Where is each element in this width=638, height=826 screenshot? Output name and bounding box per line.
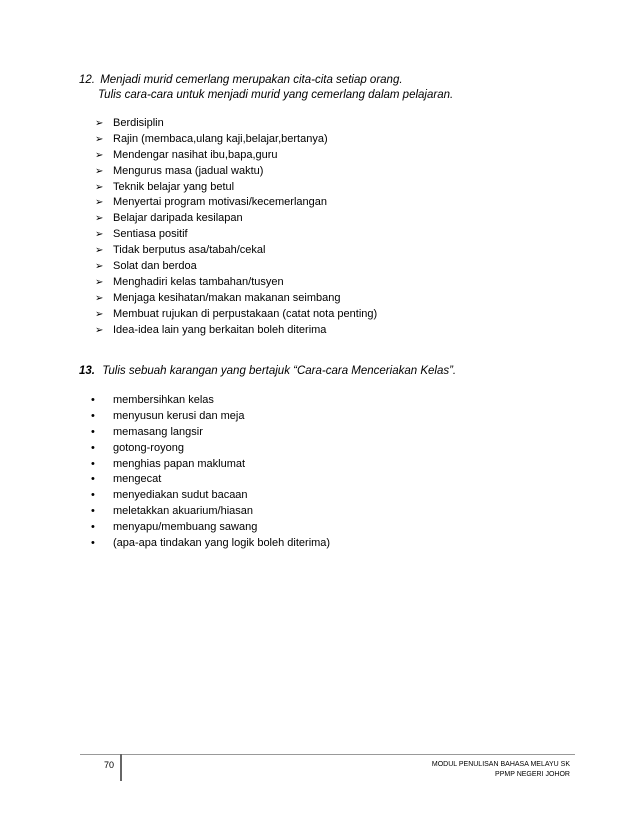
list-item-text: Teknik belajar yang betul — [113, 180, 235, 193]
list-item-text: Tidak berputus asa/tabah/cekal — [113, 244, 266, 257]
question-12-text: Menjadi murid cemerlang merupakan cita-cita setiap orang. — [100, 74, 403, 86]
footer-vertical-bar — [120, 754, 122, 781]
bullet-marker: • — [91, 537, 95, 550]
question-13-number: 13. — [79, 365, 95, 377]
list-item-text: menyusun kerusi dan meja — [113, 409, 245, 422]
bullet-marker: ➢ — [95, 118, 104, 129]
list-item-text: Menghadiri kelas tambahan/tusyen — [113, 275, 284, 288]
bullet-marker: ➢ — [95, 292, 104, 304]
page-number: 70 — [104, 760, 115, 770]
list-item — [91, 457, 330, 473]
list-item — [91, 536, 330, 552]
list-item-text: Mengurus masa (jadual waktu) — [113, 164, 264, 177]
list-item-text: menyediakan sudut bacaan — [113, 489, 248, 502]
footer-line-2: PPMP NEGERI JOHOR — [495, 771, 570, 778]
question-12-prompt — [79, 74, 403, 86]
bullet-marker: • — [91, 521, 95, 534]
bullet-marker: ➢ — [95, 261, 104, 273]
list-item-text: Sentiasa positif — [113, 228, 188, 241]
answer-list-13 — [91, 393, 330, 552]
list-item — [95, 211, 377, 227]
bullet-marker: • — [91, 409, 95, 422]
question-13-text: Tulis sebuah karangan yang bertajuk “Cara-cara Menceriakan Kelas”. — [102, 365, 457, 377]
list-item — [95, 164, 377, 180]
bullet-marker: ➢ — [95, 324, 104, 336]
list-item — [95, 275, 377, 291]
list-item — [95, 243, 377, 259]
list-item — [91, 393, 330, 409]
list-item — [95, 116, 377, 132]
list-item — [91, 441, 330, 457]
list-item-text: mengecat — [113, 473, 162, 486]
list-item — [91, 488, 330, 504]
list-item — [95, 259, 377, 275]
list-item — [95, 180, 377, 196]
footer-line-1: MODUL PENULISAN BAHASA MELAYU SK — [431, 761, 570, 768]
bullet-marker: ➢ — [95, 197, 104, 209]
bullet-marker: • — [91, 394, 95, 406]
bullet-marker: ➢ — [95, 245, 104, 257]
list-item — [95, 323, 377, 339]
footer-module-title — [432, 760, 570, 780]
bullet-marker: • — [91, 457, 95, 470]
bullet-marker: ➢ — [95, 181, 104, 193]
list-item-text: meletakkan akuarium/hiasan — [113, 505, 254, 518]
list-item — [91, 504, 330, 520]
answer-list-12 — [95, 116, 377, 338]
list-item — [91, 409, 330, 425]
bullet-marker: • — [91, 441, 95, 454]
bullet-marker: ➢ — [95, 133, 104, 145]
list-item-text: Menjaga kesihatan/makan makanan seimbang — [113, 291, 341, 304]
list-item-text: Berdisiplin — [113, 117, 164, 129]
list-item-text: menghias papan maklumat — [113, 457, 246, 470]
bullet-marker: ➢ — [95, 213, 104, 225]
list-item-text: Membuat rujukan di perpustakaan (catat nota penting) — [113, 307, 378, 320]
bullet-marker: ➢ — [95, 229, 104, 241]
list-item-text: gotong-royong — [113, 441, 184, 454]
list-item-text: Idea-idea lain yang berkaitan boleh diterima — [113, 323, 327, 336]
list-item — [91, 472, 330, 488]
list-item-text: Menyertai program motivasi/kecemerlangan — [113, 196, 327, 209]
bullet-marker: ➢ — [95, 149, 104, 161]
list-item — [95, 132, 377, 148]
list-item-text: Belajar daripada kesilapan — [113, 212, 243, 225]
question-13-prompt — [79, 365, 456, 377]
list-item-text: membersihkan kelas — [113, 394, 214, 406]
bullet-marker: • — [91, 489, 95, 502]
list-item — [95, 148, 377, 164]
bullet-marker: ➢ — [95, 308, 104, 320]
bullet-marker: • — [91, 425, 95, 438]
bullet-marker: • — [91, 505, 95, 518]
bullet-marker: ➢ — [95, 276, 104, 288]
list-item — [91, 520, 330, 536]
list-item — [95, 227, 377, 243]
list-item — [95, 291, 377, 307]
list-item-text: Rajin (membaca,ulang kaji,belajar,bertanya) — [113, 132, 328, 145]
list-item-text: memasang langsir — [113, 425, 203, 438]
list-item — [91, 425, 330, 441]
list-item-text: menyapu/membuang sawang — [113, 521, 258, 534]
list-item-text: (apa-apa tindakan yang logik boleh diterima) — [113, 537, 331, 550]
question-12-number: 12. — [79, 74, 95, 86]
bullet-marker: • — [91, 473, 95, 486]
list-item-text: Mendengar nasihat ibu,bapa,guru — [113, 148, 278, 161]
list-item-text: Solat dan berdoa — [113, 260, 197, 273]
question-12-instruction: Tulis cara-cara untuk menjadi murid yang cemerlang dalam pelajaran. — [98, 89, 454, 101]
bullet-marker: ➢ — [95, 165, 104, 177]
list-item — [95, 195, 377, 211]
footer-divider — [80, 754, 575, 755]
list-item — [95, 307, 377, 323]
